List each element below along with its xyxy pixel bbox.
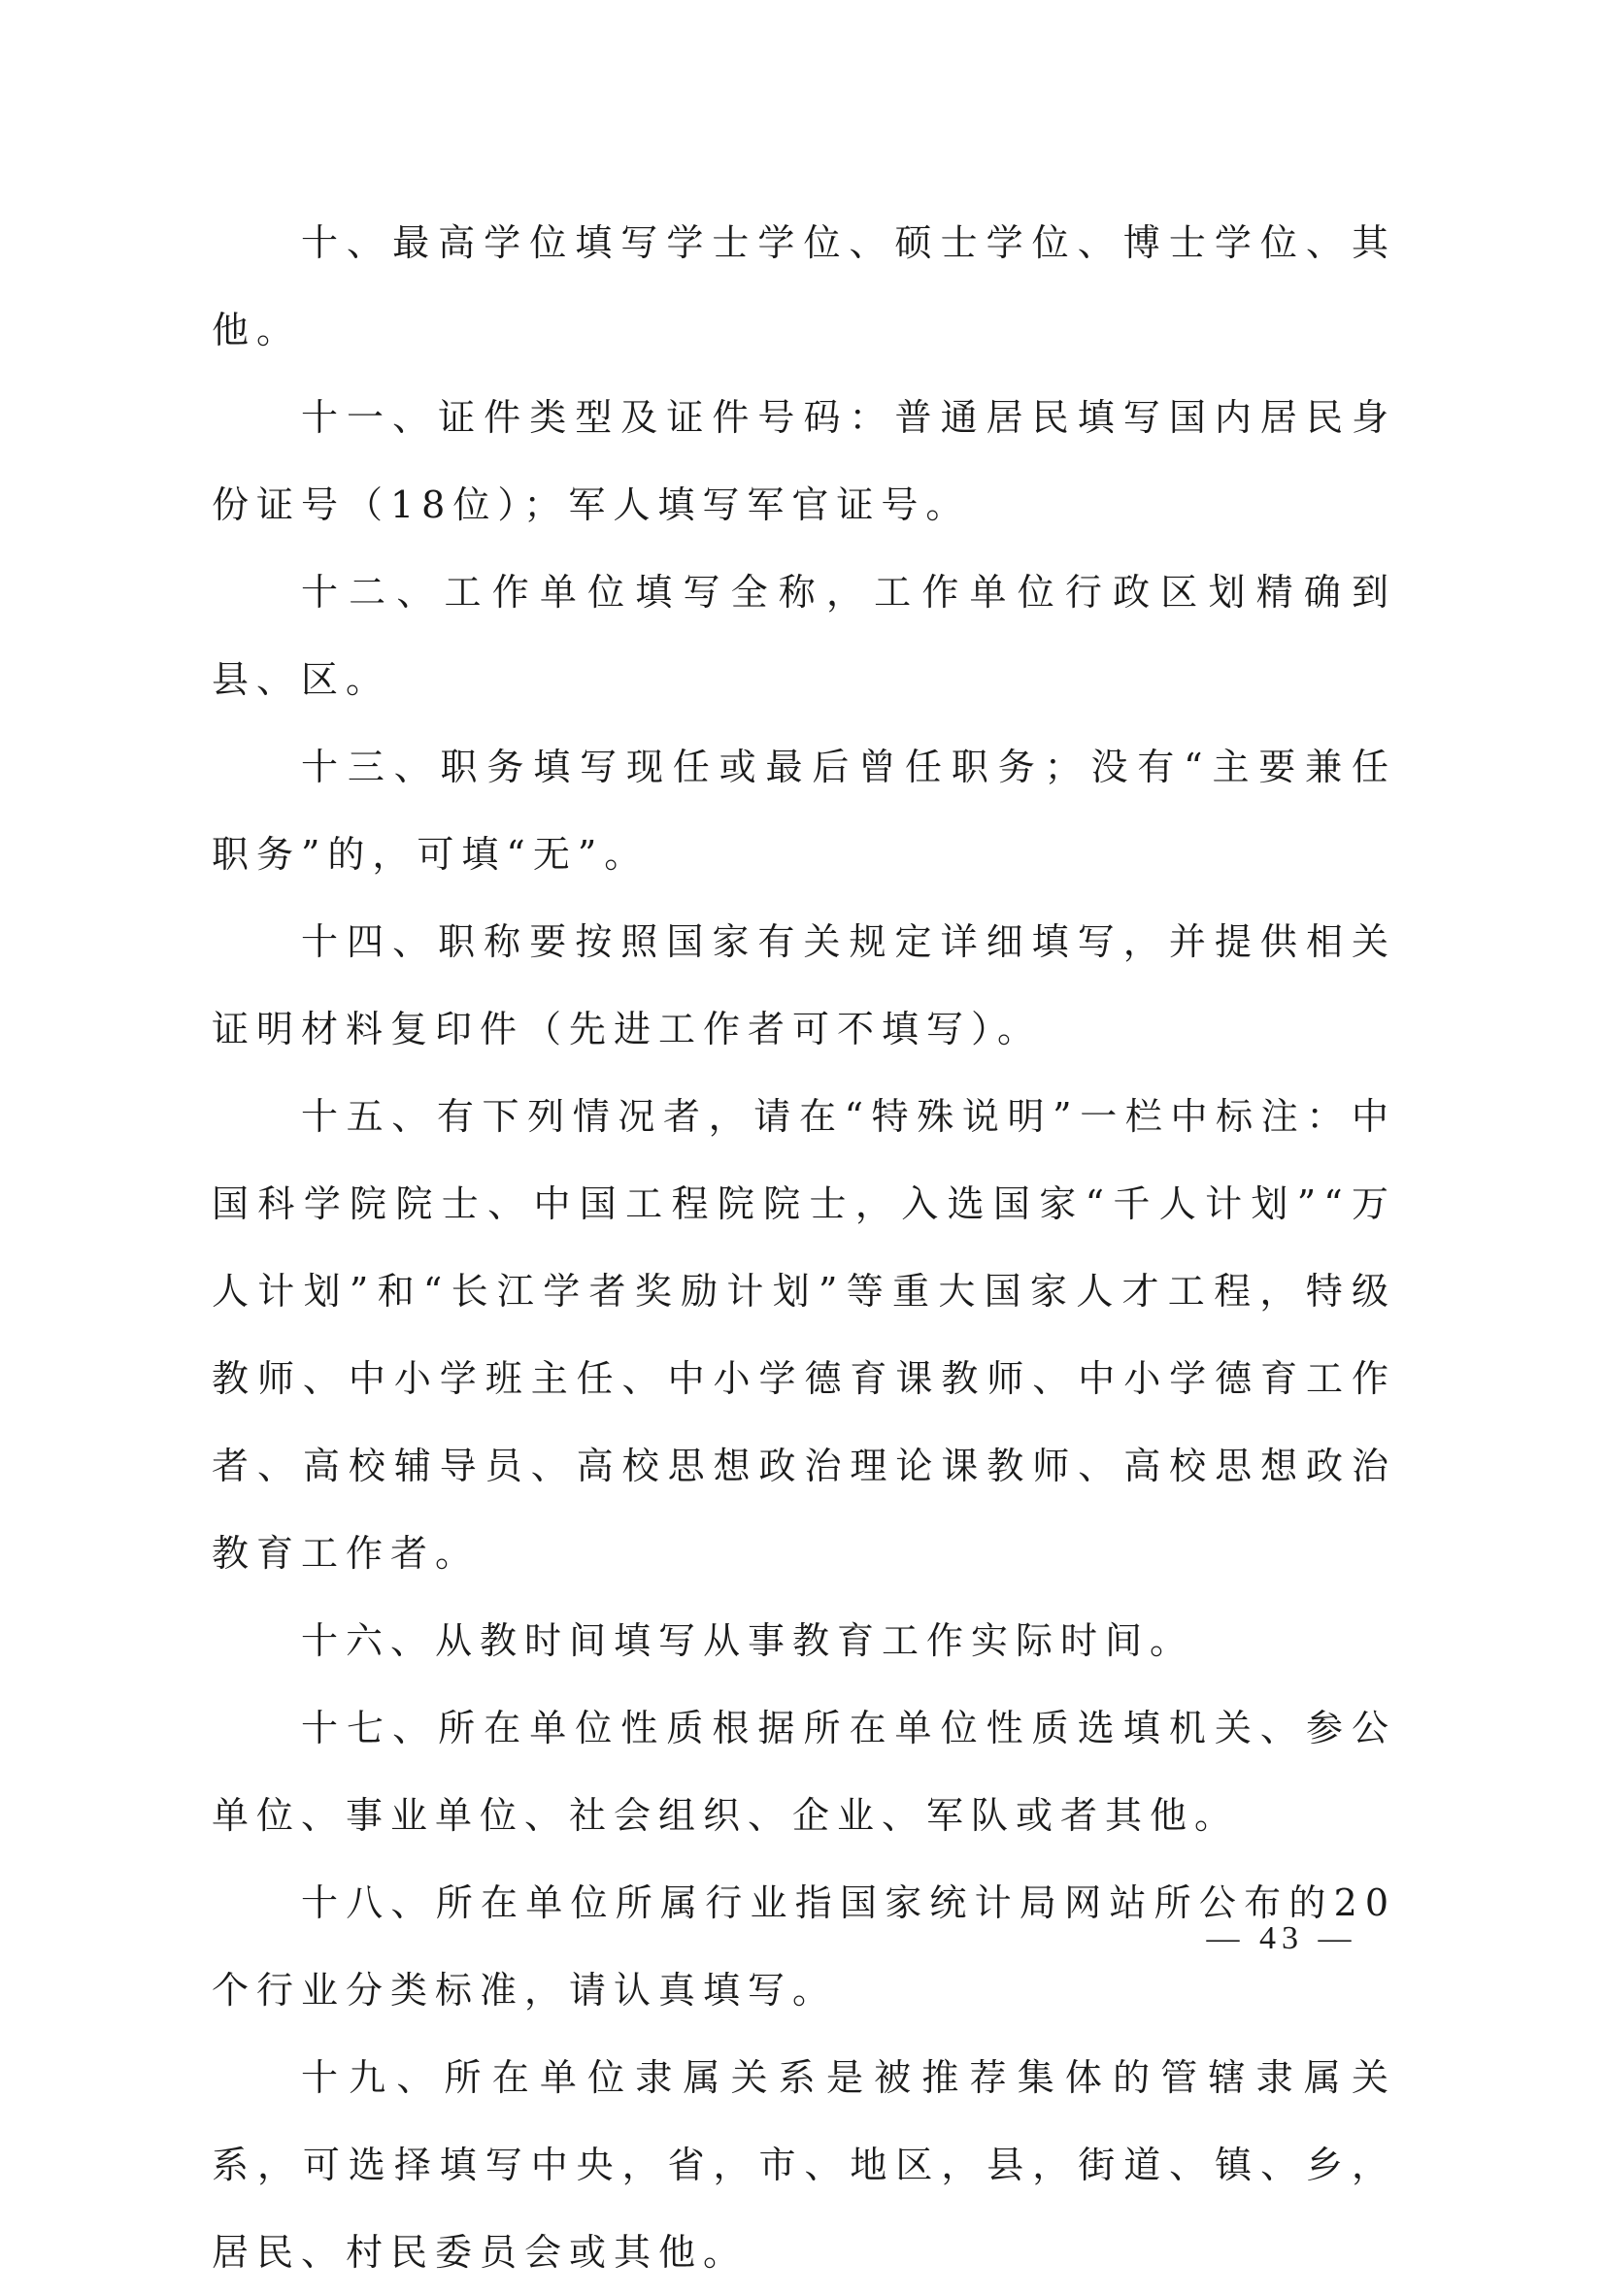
paragraph-item-19: 十九、所在单位隶属关系是被推荐集体的管辖隶属关系，可选择填写中央，省，市、地区，县，街道、镇、乡，居民、村民委员会或其他。 bbox=[212, 2056, 1396, 2274]
paragraph-item-16: 十六、从教时间填写从事教育工作实际时间。 bbox=[301, 1619, 1195, 1662]
paragraph-item-11: 十一、证件类型及证件号码：普通居民填写国内居民身份证号（18位）；军人填写军官证号。 bbox=[212, 396, 1396, 526]
document-body bbox=[212, 199, 1396, 2296]
paragraph-item-13: 十三、职务填写现任或最后曾任职务；没有“主要兼任职务”的，可填“无”。 bbox=[212, 746, 1396, 876]
paragraph-item-17: 十七、所在单位性质根据所在单位性质选填机关、参公单位、事业单位、社会组织、企业、军队或者其他。 bbox=[212, 1707, 1396, 1837]
paragraph-item-15: 十五、有下列情况者，请在“特殊说明”一栏中标注：中国科学院院士、中国工程院院士，入选国家“千人计划”“万人计划”和“长江学者奖励计划”等重大国家人才工程，特级教师、中小学班主任、中小学德育课教师、中小学德育工作者、高校辅导员、高校思想政治理论课教师、高校思想政治教育工作者。 bbox=[212, 1095, 1396, 1575]
page-number: — 43 — bbox=[1206, 1920, 1357, 1956]
paragraph-item-14: 十四、职称要按照国家有关规定详细填写，并提供相关证明材料复印件（先进工作者可不填写）。 bbox=[212, 920, 1396, 1050]
paragraph-item-18: 十八、所在单位所属行业指国家统计局网站所公布的20个行业分类标准，请认真填写。 bbox=[212, 1881, 1396, 2012]
paragraph-item-10: 十、最高学位填写学士学位、硕士学位、博士学位、其他。 bbox=[212, 221, 1396, 351]
paragraph-item-12: 十二、工作单位填写全称，工作单位行政区划精确到县、区。 bbox=[212, 571, 1396, 701]
